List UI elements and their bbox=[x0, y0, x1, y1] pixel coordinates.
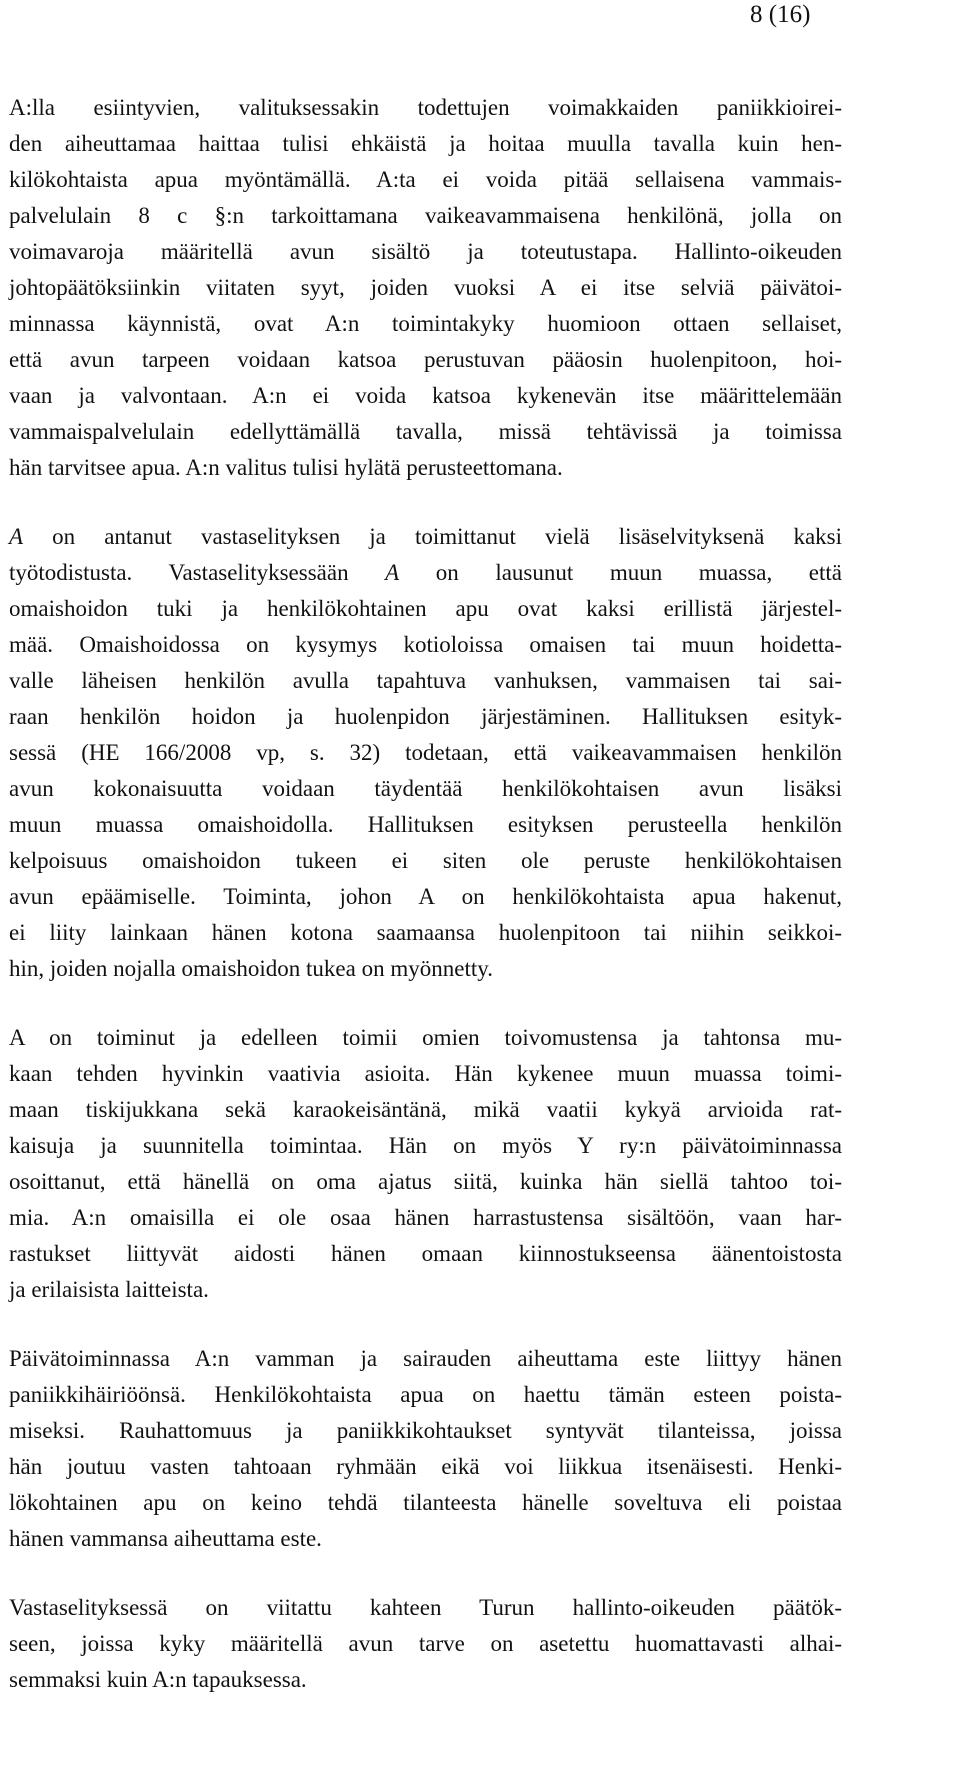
text-line: den aiheuttamaa haittaa tulisi ehkäistä ja hoitaa muulla tavalla kuin hen- bbox=[9, 131, 842, 156]
text-line: kelpoisuus omaishoidon tukeen ei siten ole peruste henkilökohtaisen bbox=[9, 848, 842, 873]
text-line: A on toiminut ja edelleen toimii omien toivomustensa ja tahtonsa mu- bbox=[9, 1025, 842, 1050]
text-line: hän tarvitsee apua. A:n valitus tulisi hylätä perusteettomana. bbox=[9, 455, 563, 480]
text-line: mia. A:n omaisilla ei ole osaa hänen harrastustensa sisältöön, vaan har- bbox=[9, 1205, 842, 1230]
text-line: hänen vammansa aiheuttama este. bbox=[9, 1526, 322, 1551]
text-line: maan tiskijukkana sekä karaokeisäntänä, mikä vaatii kykyä arvioida rat- bbox=[9, 1097, 842, 1122]
text-line: A on antanut vastaselityksen ja toimittanut vielä lisäselvityksenä kaksi bbox=[9, 524, 842, 549]
text-line: raan henkilön hoidon ja huolenpidon järjestäminen. Hallituksen esityk- bbox=[9, 704, 842, 729]
text-line: ja erilaisista laitteista. bbox=[9, 1277, 209, 1302]
text-line: semmaksi kuin A:n tapauksessa. bbox=[9, 1667, 307, 1692]
text-line: paniikkihäiriöönsä. Henkilökohtaista apua on haettu tämän esteen poista- bbox=[9, 1382, 842, 1407]
text-line: kaisuja ja suunnitella toimintaa. Hän on myös Y ry:n päivätoiminnassa bbox=[9, 1133, 842, 1158]
text-line: kaan tehden hyvinkin vaativia asioita. Hän kykenee muun muassa toimi- bbox=[9, 1061, 842, 1086]
text-line: seen, joissa kyky määritellä avun tarve on asetettu huomattavasti alhai- bbox=[9, 1631, 842, 1656]
text-line: Vastaselityksessä on viitattu kahteen Turun hallinto-oikeuden päätök- bbox=[9, 1595, 842, 1620]
text-line: sessä (HE 166/2008 vp, s. 32) todetaan, että vaikeavammaisen henkilön bbox=[9, 740, 842, 765]
text-line: lökohtainen apu on keino tehdä tilanteesta hänelle soveltuva eli poistaa bbox=[9, 1490, 842, 1515]
text-line: mää. Omaishoidossa on kysymys kotioloissa omaisen tai muun hoidetta- bbox=[9, 632, 842, 657]
text-line: Päivätoiminnassa A:n vamman ja sairauden aiheuttama este liittyy hänen bbox=[9, 1346, 842, 1371]
text-line: voimavaroja määritellä avun sisältö ja toteutustapa. Hallinto-oikeuden bbox=[9, 239, 842, 264]
text-line: palvelulain 8 c §:n tarkoittamana vaikeavammaisena henkilönä, jolla on bbox=[9, 203, 842, 228]
text-line: kilökohtaista apua myöntämällä. A:ta ei voida pitää sellaisena vammais- bbox=[9, 167, 842, 192]
text-line: vaan ja valvontaan. A:n ei voida katsoa kykenevän itse määrittelemään bbox=[9, 383, 842, 408]
text-line: miseksi. Rauhattomuus ja paniikkikohtaukset syntyvät tilanteissa, joissa bbox=[9, 1418, 842, 1443]
text-line: minnassa käynnistä, ovat A:n toimintakyky huomioon ottaen sellaiset, bbox=[9, 311, 842, 336]
text-line: johtopäätöksiinkin viitaten syyt, joiden vuoksi A ei itse selviä päivätoi- bbox=[9, 275, 842, 300]
text-line: osoittanut, että hänellä on oma ajatus siitä, kuinka hän siellä tahtoo toi- bbox=[9, 1169, 842, 1194]
text-line: avun epäämiselle. Toiminta, johon A on henkilökohtaista apua hakenut, bbox=[9, 884, 842, 909]
text-line: ei liity lainkaan hänen kotona saamaansa huolenpitoon tai niihin seikkoi- bbox=[9, 920, 842, 945]
text-line: valle läheisen henkilön avulla tapahtuva vanhuksen, vammaisen tai sai- bbox=[9, 668, 842, 693]
text-line: että avun tarpeen voidaan katsoa perustuvan pääosin huolenpitoon, hoi- bbox=[9, 347, 842, 372]
text-line: muun muassa omaishoidolla. Hallituksen esityksen perusteella henkilön bbox=[9, 812, 842, 837]
text-line: A:lla esiintyvien, valituksessakin todettujen voimakkaiden paniikkioirei- bbox=[9, 95, 842, 120]
text-line: hin, joiden nojalla omaishoidon tukea on myönnetty. bbox=[9, 956, 493, 981]
text-line: rastukset liittyvät aidosti hänen omaan kiinnostukseensa äänentoistosta bbox=[9, 1241, 842, 1266]
page-number: 8 (16) bbox=[750, 1, 811, 28]
text-line: työtodistusta. Vastaselityksessään A on lausunut muun muassa, että bbox=[9, 560, 842, 585]
text-line: avun kokonaisuutta voidaan täydentää henkilökohtaisen avun lisäksi bbox=[9, 776, 842, 801]
text-line: hän joutuu vasten tahtoaan ryhmään eikä voi liikkua itsenäisesti. Henki- bbox=[9, 1454, 842, 1479]
text-line: vammaispalvelulain edellyttämällä tavalla, missä tehtävissä ja toimissa bbox=[9, 419, 842, 444]
text-line: omaishoidon tuki ja henkilökohtainen apu ovat kaksi erillistä järjestel- bbox=[9, 596, 842, 621]
